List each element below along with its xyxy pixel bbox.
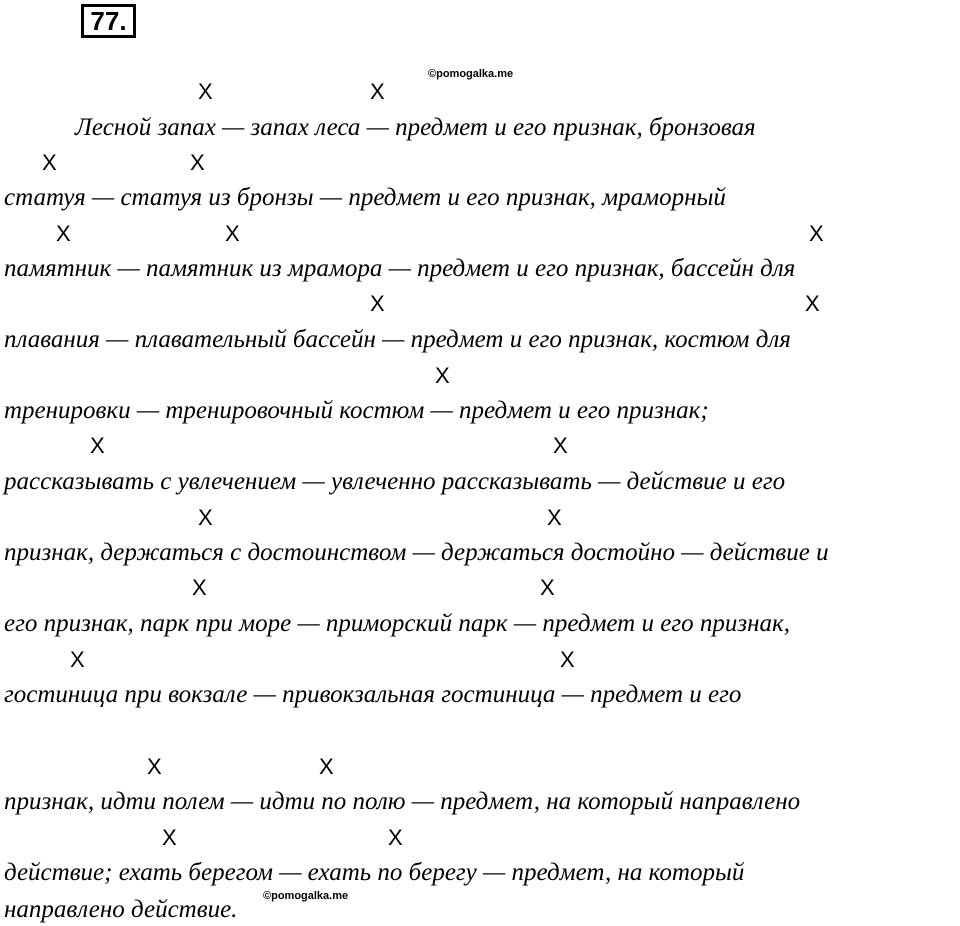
text-line-3: памятник — памятник из мрамора — предмет и его признак, бассейн для	[4, 255, 796, 282]
mark-x: X	[56, 221, 71, 246]
mark-x: X	[560, 647, 575, 672]
mark-x: X	[370, 291, 385, 316]
mark-x: X	[805, 291, 820, 316]
mark-x: X	[190, 150, 205, 175]
mark-x: X	[319, 754, 334, 779]
text-line-2: статуя — статуя из бронзы — предмет и его признак, мраморный	[4, 184, 726, 211]
mark-x: X	[435, 363, 450, 388]
watermark-bottom: ©pomogalka.me	[263, 890, 349, 902]
mark-x: X	[809, 221, 824, 246]
text-line-11: действие; ехать берегом — ехать по берегу — предмет, на который	[4, 859, 745, 886]
text-line-10: признак, идти полем — идти по полю — предмет, на который направлено	[4, 788, 801, 815]
mark-x: X	[388, 825, 403, 850]
text-line-12: направлено действие.	[4, 896, 238, 923]
mark-x: X	[198, 79, 213, 104]
mark-x: X	[553, 433, 568, 458]
task-number: 77.	[81, 4, 136, 38]
text-line-8: его признак, парк при море — приморский парк — предмет и его признак,	[4, 610, 790, 637]
mark-x: X	[42, 150, 57, 175]
mark-x: X	[225, 221, 240, 246]
mark-x: X	[70, 647, 85, 672]
text-line-6: рассказывать с увлечением — увлеченно рассказывать — действие и его	[4, 468, 786, 495]
mark-x: X	[198, 505, 213, 530]
watermark-top: ©pomogalka.me	[428, 68, 514, 80]
text-line-9: гостиница при вокзале — привокзальная гостиница — предмет и его	[4, 681, 742, 708]
mark-x: X	[547, 505, 562, 530]
mark-x: X	[162, 825, 177, 850]
text-line-5: тренировки — тренировочный костюм — предмет и его признак;	[4, 397, 709, 424]
mark-x: X	[540, 575, 555, 600]
text-line-1: Лесной запах — запах леса — предмет и его признак, бронзовая	[75, 114, 756, 141]
mark-x: X	[90, 433, 105, 458]
text-line-4: плавания — плавательный бассейн — предмет и его признак, костюм для	[4, 326, 791, 353]
mark-x: X	[147, 754, 162, 779]
mark-x: X	[370, 79, 385, 104]
mark-x: X	[192, 575, 207, 600]
text-line-7: признак, держаться с достоинством — держаться достойно — действие и	[4, 539, 829, 566]
